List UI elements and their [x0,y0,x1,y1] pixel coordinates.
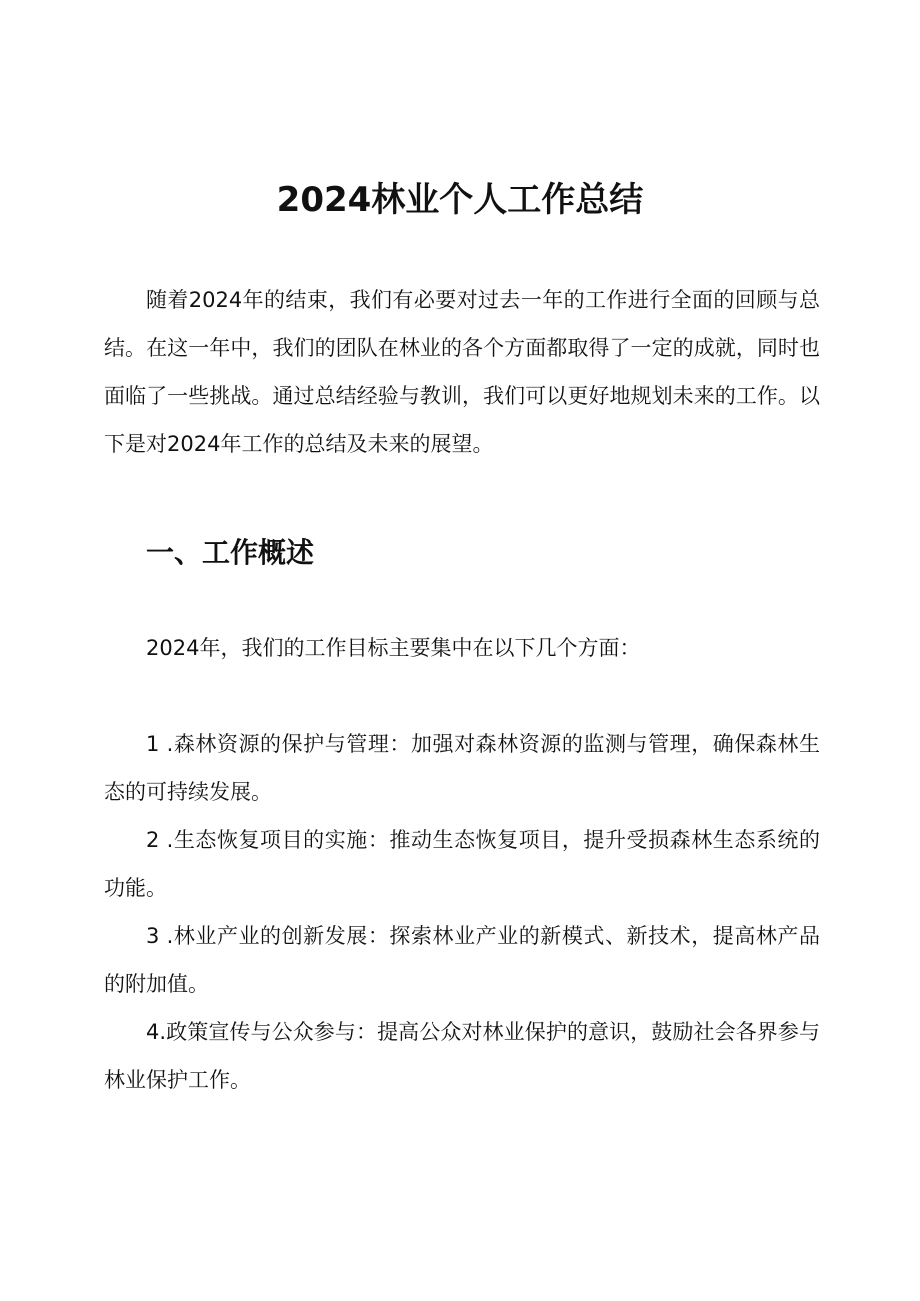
list-item: 3 .林业产业的创新发展：探索林业产业的新模式、新技术，提高林产品的附加值。 [104,924,820,996]
document-title: 2024林业个人工作总结 [276,180,644,220]
intro-paragraph: 随着2024年的结束，我们有必要对过去一年的工作进行全面的回顾与总结。在这一年中，我们的团队在林业的各个方面都取得了一定的成就，同时也面临了一些挑战。通过总结经验与教训，我们可以更好地规划未来的工作。以下是对2024年工作的总结及未来的展望。 [104,288,820,456]
list-item: 4.政策宣传与公众参与：提高公众对林业保护的意识，鼓励社会各界参与林业保护工作。 [104,1020,820,1092]
section-lead-paragraph: 2024年，我们的工作目标主要集中在以下几个方面： [146,636,641,660]
section-heading-overview: 一、工作概述 [146,536,315,569]
list-item: 2 .生态恢复项目的实施：推动生态恢复项目，提升受损森林生态系统的功能。 [104,828,820,900]
list-item: 1 .森林资源的保护与管理：加强对森林资源的监测与管理，确保森林生态的可持续发展。 [104,732,820,804]
